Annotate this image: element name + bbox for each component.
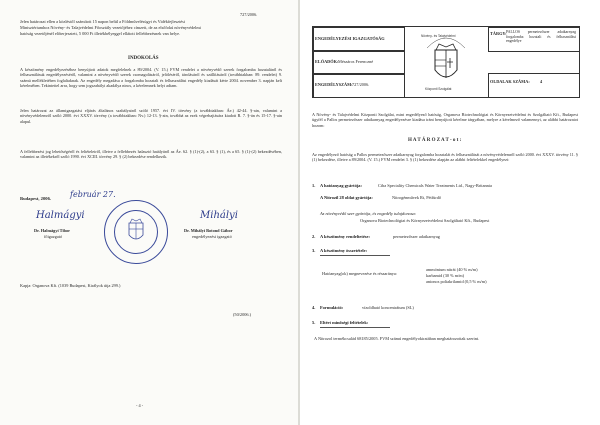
copy-to-line: Kapja: Organova Kft. (1039 Budapest, Királyok útja 299.)	[20, 283, 121, 288]
section-label: A hatóanyag gyártója:	[320, 183, 362, 188]
clerk-value: Mészáros Ferenczné	[338, 59, 374, 64]
section-label: A készítmény rendeltetése:	[320, 234, 370, 239]
section-value: Nitrogénművek Rt, Pétfürdő	[392, 195, 442, 200]
legal-basis-paragraph: Jelen határozat az államigazgatási eljárás általános szabályairól szóló 1957. évi IV. törvény (a továbbiakban: Áe.) 42-44. §-ain, valamint a növényvédelemről szóló 2000. évi XXXV. törvény (a továbbiakban: Nv.) 12-13. §-ain, továbbá az ezek végrehajtására kiadott R. 7. §-án és 15-17. §-ain alapul.	[20, 108, 282, 124]
stamp-crest-icon	[105, 201, 167, 263]
clerk-label: ELŐADÓK:	[315, 59, 339, 64]
filenum-label: ENGEDÉLYSZÁM:	[315, 82, 353, 87]
subject-label: TÁRGY:	[490, 31, 507, 36]
intro-line: hatóság vezetőjénél előterjesztett, 5 000 Ft illetékbélyeggel ellátott fellebbezésnek van helye.	[20, 31, 181, 36]
section-value: permetezőszer adatkarnyag	[393, 234, 440, 239]
page-number: - 4 -	[136, 403, 144, 408]
underline	[320, 255, 390, 256]
signer-name: Dr. Halmágyi Tibor	[34, 228, 71, 233]
signature-halmagyi: Halmágyi	[36, 210, 85, 221]
ref-number-top: 727/2006.	[240, 12, 258, 17]
crest-caption-bottom: Központi Szolgálat	[425, 87, 452, 91]
section-heading: INDOKOLÁS	[128, 56, 159, 61]
intro-line: Jelen határozat ellen a közléstől számított 15 napon belül a Földművelésügyi és Vidékfejlesztési	[20, 19, 186, 24]
reasoning-paragraph: A készítmény engedélyezéséhez benyújtott adatok megfelelnek a 89/2004. (V. 15.) FVM rendelet a növényvédő szerek forgalomba hozataláról és felhasználásuk engedélyezéséről, valamint a növényvédő szerek csomagolásáról, jelöléséről, tárolásáról és szállításáról (továbbiakban: 89. rendelet) 9. számú mellékletében foglaltaknak. Az engedély megadása a forgalomba hozatali és felhasználási engedély kiadását kérte 2004. november 3. napján kelt kérelmében. Tekintettel arra, hogy sem jogszabályi akadálya nincs, a kérelemnek helyt adtam.	[20, 67, 282, 88]
composition-item: ammónium nitrát (40 % m/m)	[426, 267, 478, 272]
official-stamp	[104, 200, 168, 264]
section-value: Organova Biotechnológiai és Környezetvédelmi Szolgáltató Kft., Budapest	[360, 218, 490, 223]
section-number: 5.	[312, 320, 316, 325]
place-date: Budapest, 2006.	[20, 196, 52, 201]
section-number: 4.	[312, 305, 316, 310]
decision-title: H A T Á R O Z A T - o t :	[408, 138, 462, 143]
quality-note: A Nitrozol termékcsalád 68185/2005. FVM számú engedélyokiratában meghatározottak szerint.	[314, 336, 480, 341]
section-value: Ciba Speciality Chemicals Water Treatments Ltd., Nagy-Britannia	[378, 183, 492, 188]
filenum-value: 727/2006.	[352, 82, 370, 87]
section-label: A Nitrozil 28 oldat gyártója:	[320, 195, 373, 200]
section-label: Formuláció:	[320, 305, 344, 310]
handwritten-date: február 27.	[70, 190, 116, 199]
attach-label: OLDALAK SZÁMA:	[490, 79, 530, 84]
composition-label: Hatóanyag(ok) megnevezése és részaránya:	[322, 271, 398, 276]
underline	[320, 327, 390, 328]
appeal-paragraph: A fellebbezési jog lehetőségéről és feltételeiről, illetve a fellebbezés halasztó hatályáról az Áe. 62. § (1)-(2), a 63. § (1), és a 65. § (1)-(2) bekezdésében, valamint az illetékekről szóló 1990. évi XCIII. törvény 29. § (2) bekezdése rendelkezik.	[20, 149, 282, 160]
signer-name: Dr. Mihályi Botond Gábor	[184, 228, 233, 233]
ref-number-bottom: (50/2006.)	[233, 312, 252, 317]
composition-item: karbamid (30 % m/m)	[426, 273, 465, 278]
signer-title: főigazgató	[44, 234, 63, 239]
crest-caption-top: Növény- és Talajvédelmi	[421, 34, 456, 38]
section-number: 3.	[312, 248, 316, 253]
institution-crest	[415, 28, 477, 94]
section-number: 1.	[312, 183, 316, 188]
intro-paragraph: A Növény- és Talajvédelmi Központi Szolgálat, mint engedélyező hatóság, Organova Biotechnológiai és Környezetvédelmi és Szolgáltató Kft., Budapest ügyfél a Pallos permetezőszer adatkarnyag engedélyezésre kiadása iránt benyújtott kérelme tárgyában, melyre a kérelmező valamennyi, az alábbi határozatot hozom:	[312, 112, 578, 128]
signature-mihalyi: Mihályi	[200, 210, 238, 221]
section-label: Eltért minőségi feltételek:	[320, 320, 369, 325]
section-number: 2.	[312, 234, 316, 239]
section-value: vízoldható koncentrátum (SL)	[362, 305, 414, 310]
attach-value: 4	[540, 79, 543, 84]
section-label: A készítmény összetétele:	[320, 248, 368, 253]
org-name: ENGEDÉLYEZÉSI IGAZGATÓSÁG	[315, 36, 385, 41]
intro-line: Minisztériumhoz Növény- és Talajvédelmi Főosztály vezetőjéhez címzett, de az elsőfokú növényvédelmi	[20, 25, 201, 30]
subject-value: PALLOS permetezőszer adatkarnyag forgalomba hozatali és felhasználási engedélye	[506, 30, 576, 44]
section-label: Az növényvédő szer gyártója, és engedély tulajdonosa:	[320, 211, 417, 216]
decision-paragraph: Az engedélyező hatóság a Pallos permetezőszer adatkarnyag forgalomba hozatalát és felhasználását a növényvédelemről szóló 2000. évi XXXV. törvény 11. § (1) bekezdése, illetve a 89/2004. (V. 15.) FVM rendelet 3. § (1) bekezdése alapján az alábbi feltételekkel engedélyezi:	[312, 152, 578, 163]
signer-title: engedélyezési igazgató	[192, 234, 232, 239]
composition-item: anionos poliakrilamid (0,5 % m/m)	[426, 279, 487, 284]
